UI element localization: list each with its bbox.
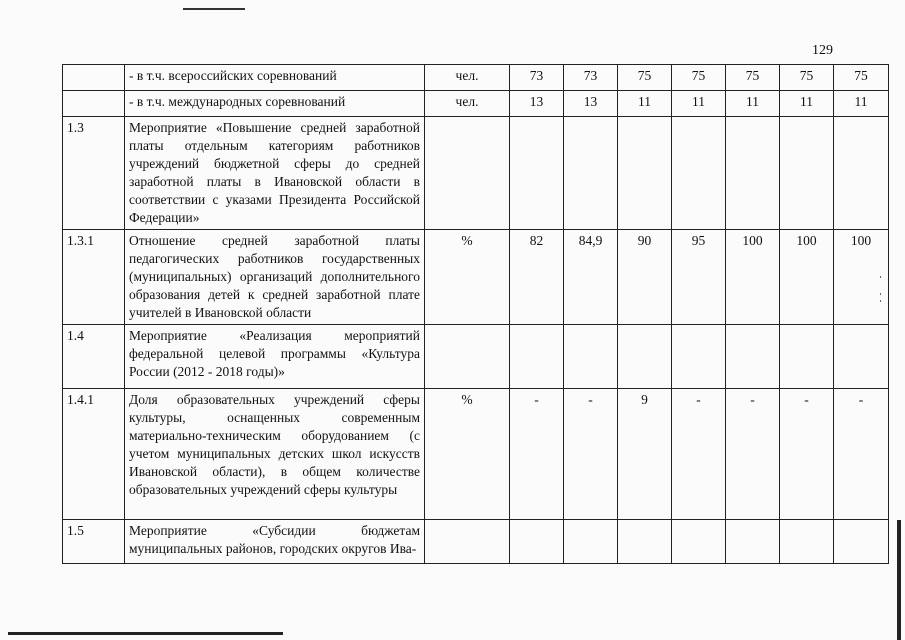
value-cell: - xyxy=(510,389,564,520)
value-cell: 13 xyxy=(564,91,618,117)
scan-edge-bottom xyxy=(8,632,283,635)
table-row xyxy=(63,389,889,520)
value-cell: 73 xyxy=(510,65,564,91)
value-cell: 11 xyxy=(726,91,780,117)
table-row xyxy=(63,230,889,325)
value-cell xyxy=(726,520,780,564)
scan-artifact xyxy=(880,300,881,302)
value-cell: 11 xyxy=(834,91,889,117)
row-number: 1.4 xyxy=(63,325,125,389)
value-cell xyxy=(618,325,672,389)
value-cell: 100 xyxy=(834,230,889,325)
row-unit xyxy=(425,520,510,564)
row-number xyxy=(63,65,125,91)
row-number: 1.3 xyxy=(63,117,125,230)
value-cell xyxy=(834,325,889,389)
page-number: 129 xyxy=(812,43,833,58)
value-cell: - xyxy=(564,389,618,520)
value-cell: 84,9 xyxy=(564,230,618,325)
row-name: - в т.ч. всероссийских соревнований xyxy=(125,65,425,91)
value-cell: 75 xyxy=(834,65,889,91)
value-cell: 11 xyxy=(618,91,672,117)
value-cell xyxy=(564,520,618,564)
value-cell xyxy=(672,117,726,230)
row-unit xyxy=(425,325,510,389)
value-cell: - xyxy=(780,389,834,520)
value-cell xyxy=(510,117,564,230)
scan-edge-right xyxy=(897,520,901,640)
table-row xyxy=(63,117,889,230)
value-cell xyxy=(780,325,834,389)
value-cell: 13 xyxy=(510,91,564,117)
row-name: Мероприятие «Повышение средней заработной платы отдельным категориям работников учреждений бюджетной сферы до средней заработной платы в Ивановской области в соответствии с указами Президента Российской Федерации» xyxy=(125,117,425,230)
row-name: Отношение средней заработной платы педагогических работников государственных (муниципальных) организаций дополнительного образования детей к средней заработной плате учителей в Ивановской области xyxy=(125,230,425,325)
scan-artifact xyxy=(880,293,881,295)
row-number xyxy=(63,91,125,117)
row-unit: % xyxy=(425,230,510,325)
value-cell xyxy=(510,325,564,389)
value-cell: 75 xyxy=(726,65,780,91)
value-cell: 11 xyxy=(780,91,834,117)
row-name: Мероприятие «Реализация мероприятий федеральной целевой программы «Культура России (2012 - 2018 годы)» xyxy=(125,325,425,389)
value-cell: 75 xyxy=(618,65,672,91)
row-unit xyxy=(425,117,510,230)
value-cell xyxy=(834,520,889,564)
value-cell xyxy=(726,117,780,230)
value-cell: 100 xyxy=(726,230,780,325)
value-cell xyxy=(780,117,834,230)
row-number: 1.5 xyxy=(63,520,125,564)
value-cell xyxy=(510,520,564,564)
value-cell xyxy=(618,520,672,564)
value-cell: 9 xyxy=(618,389,672,520)
value-cell: 75 xyxy=(672,65,726,91)
value-cell: 100 xyxy=(780,230,834,325)
value-cell xyxy=(726,325,780,389)
value-cell xyxy=(564,325,618,389)
value-cell: 90 xyxy=(618,230,672,325)
header-rule xyxy=(183,8,245,10)
value-cell xyxy=(618,117,672,230)
value-cell xyxy=(834,117,889,230)
row-unit: чел. xyxy=(425,91,510,117)
indicators-table xyxy=(62,64,889,564)
table-row xyxy=(63,520,889,564)
row-number: 1.3.1 xyxy=(63,230,125,325)
row-name: Доля образовательных учреждений сферы культуры, оснащенных современным материально-техническим оборудованием (с учетом муниципальных детских школ искусств Ивановской области), в общем количестве образовательных учреждений сферы культуры xyxy=(125,389,425,520)
value-cell xyxy=(672,325,726,389)
value-cell: - xyxy=(726,389,780,520)
value-cell: 95 xyxy=(672,230,726,325)
value-cell: - xyxy=(834,389,889,520)
table-row xyxy=(63,91,889,117)
row-name: Мероприятие «Субсидии бюджетам муниципальных районов, городских округов Ива- xyxy=(125,520,425,564)
scan-artifact xyxy=(880,276,881,278)
value-cell xyxy=(780,520,834,564)
row-unit: чел. xyxy=(425,65,510,91)
value-cell: 82 xyxy=(510,230,564,325)
value-cell xyxy=(672,520,726,564)
value-cell: 11 xyxy=(672,91,726,117)
row-name: - в т.ч. международных соревнований xyxy=(125,91,425,117)
row-number: 1.4.1 xyxy=(63,389,125,520)
table-row xyxy=(63,65,889,91)
value-cell: 73 xyxy=(564,65,618,91)
row-unit: % xyxy=(425,389,510,520)
value-cell xyxy=(564,117,618,230)
value-cell: - xyxy=(672,389,726,520)
table-row xyxy=(63,325,889,389)
value-cell: 75 xyxy=(780,65,834,91)
